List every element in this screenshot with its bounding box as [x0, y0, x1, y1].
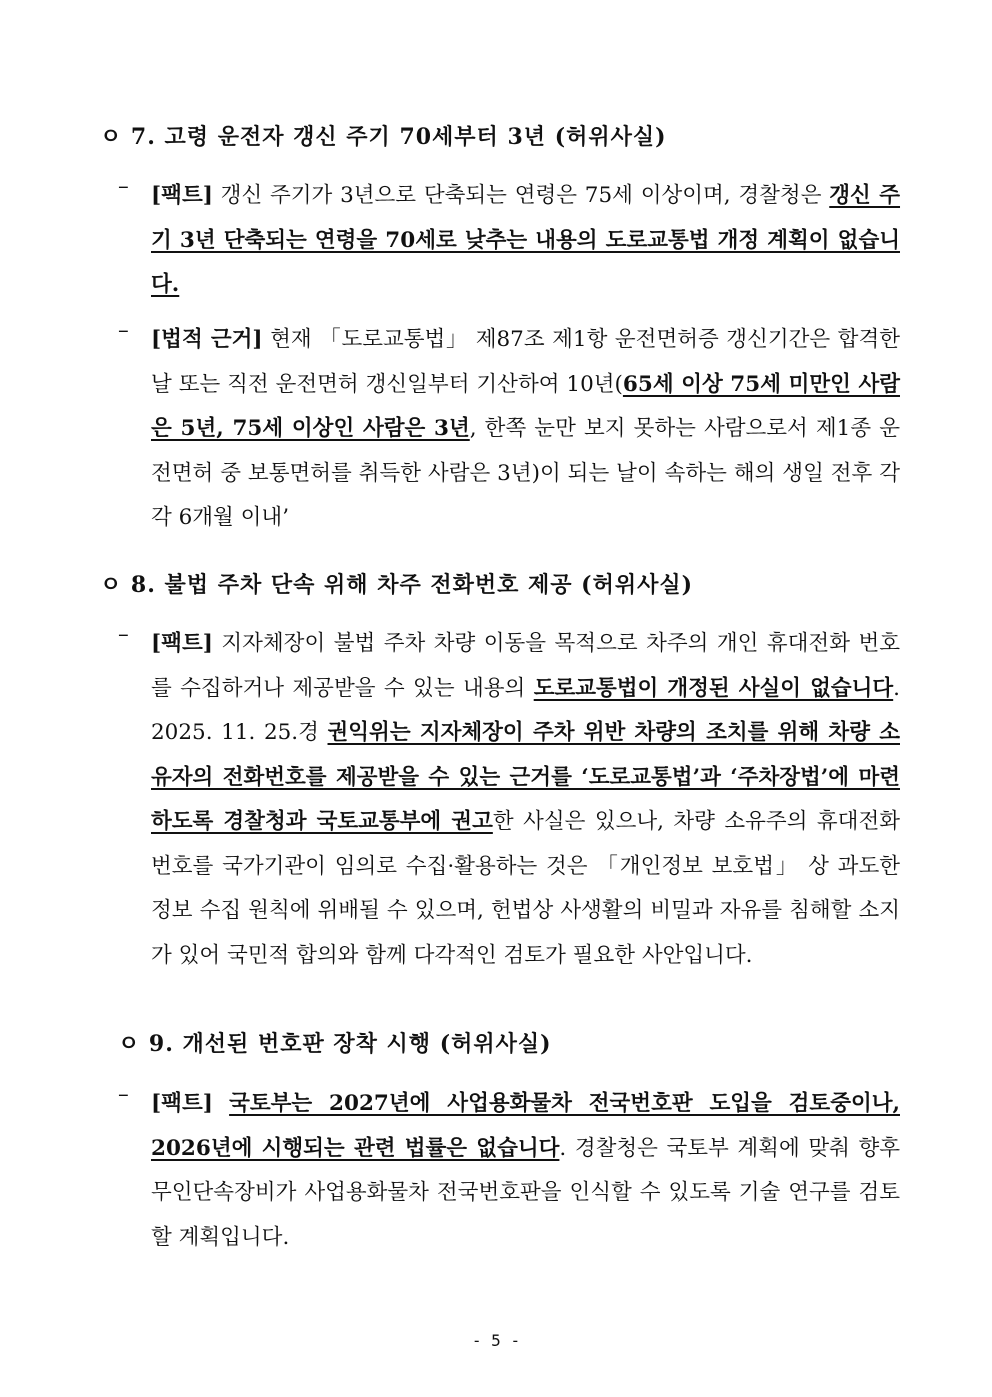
bullet-dash: – — [118, 1082, 129, 1107]
page-number: - 5 - — [471, 1331, 521, 1350]
emphasis: 갱신 주기 3년 단축되는 연령을 70세로 낮추는 내용의 도로교통법 개정 계획이 없습니다. — [151, 183, 901, 297]
section-8-fact — [118, 622, 900, 978]
bullet-dash: – — [118, 622, 129, 647]
bullet-dash: – — [118, 174, 129, 199]
section-7-fact — [118, 174, 900, 308]
section-7-legal — [118, 318, 900, 541]
section-9-heading: ㅇ 9. 개선된 번호판 장착 시행 (허위사실) — [118, 1031, 552, 1057]
section-7-heading: ㅇ 7. 고령 운전자 갱신 주기 70세부터 3년 (허위사실) — [100, 124, 667, 150]
legal-label: [법적 근거] — [151, 327, 263, 352]
fact-label: [팩트] — [151, 631, 213, 656]
fact-label: [팩트] — [151, 183, 213, 208]
section-8-fact-text: [팩트] 지자체장이 불법 주차 차량 이동을 목적으로 차주의 개인 휴대전화 번호를 수집하거나 제공받을 수 있는 내용의 도로교통법이 개정된 사실이 없습니다. 2025. 11. 25.경 권익위는 지자체장이 주차 위반 차량의 조치를 위해 차량 소유자의 전화번호를 제공받을 수 있는 근거를 ‘도로교통법’과 ‘주차장법’에 마련하도록 경찰청과 국토교통부에 권고한 사실은 있으나, 차량 소유주의 휴대전화 번호를 국가기관이 임의로 수집·활용하는 것은 「개인정보 보호법」 상 과도한 정보 수집 원칙에 위배될 수 있으며, 헌법상 사생활의 비밀과 자유를 침해할 소지가 있어 국민적 합의와 함께 다각적인 검토가 필요한 사안입니다. — [151, 631, 901, 968]
section-7-legal-text: [법적 근거] 현재 「도로교통법」 제87조 제1항 운전면허증 갱신기간은 합격한 날 또는 직전 운전면허 갱신일부터 기산하여 10년(65세 이상 75세 미만인 사람은 5년, 75세 이상인 사람은 3년, 한쪽 눈만 보지 못하는 사람으로서 제1종 운전면허 중 보통면허를 취득한 사람은 3년)이 되는 날이 속하는 해의 생일 전후 각각 6개월 이내’ — [151, 327, 900, 530]
section-8-heading: ㅇ 8. 불법 주차 단속 위해 차주 전화번호 제공 (허위사실) — [100, 572, 694, 598]
section-9-fact — [118, 1082, 900, 1260]
section-9-fact-text: [팩트] 국토부는 2027년에 사업용화물차 전국번호판 도입을 검토중이나, 2026년에 시행되는 관련 법률은 없습니다. 경찰청은 국토부 계획에 맞춰 향후 무인단속장비가 사업용화물차 전국번호판을 인식할 수 있도록 기술 연구를 검토할 계획입니다. — [151, 1091, 900, 1250]
fact-label: [팩트] — [151, 1091, 213, 1116]
emphasis: 65세 이상 75세 미만인 사람은 5년, 75세 이상인 사람은 3년 — [151, 371, 900, 441]
emphasis: 국토부는 2027년에 사업용화물차 전국번호판 도입을 검토중이나, 2026년에 시행되는 관련 법률은 없습니다 — [151, 1091, 900, 1161]
emphasis: 권익위는 지자체장이 주차 위반 차량의 조치를 위해 차량 소유자의 전화번호를 제공받을 수 있는 근거를 ‘도로교통법’과 ‘주차장법’에 마련하도록 경찰청과 국토교통부에 권고 — [151, 720, 900, 834]
bullet-dash: – — [118, 318, 129, 343]
section-7-fact-text: [팩트] 갱신 주기가 3년으로 단축되는 연령은 75세 이상이며, 경찰청은 갱신 주기 3년 단축되는 연령을 70세로 낮추는 내용의 도로교통법 개정 계획이 없습니다. — [151, 183, 901, 297]
emphasis: 도로교통법이 개정된 사실이 없습니다 — [533, 675, 894, 701]
